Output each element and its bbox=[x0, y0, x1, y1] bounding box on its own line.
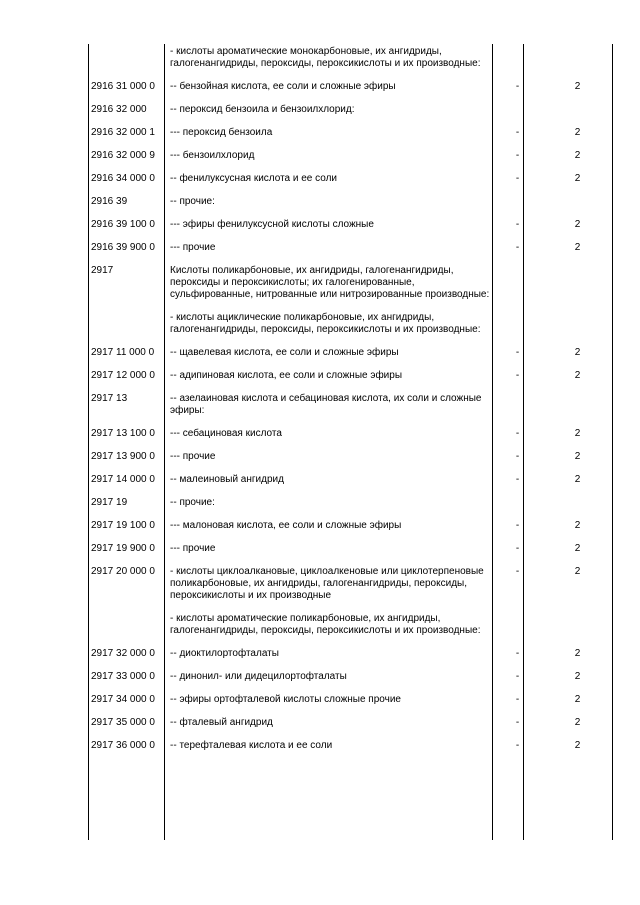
duty-rate-cell bbox=[533, 613, 622, 648]
duty-rate-cell: 2 bbox=[574, 428, 581, 439]
duty-rate-cell: 2 bbox=[574, 173, 581, 184]
unit-cell: - bbox=[515, 127, 520, 138]
unit-cell bbox=[502, 312, 533, 347]
unit-cell bbox=[502, 393, 533, 428]
description-cell: --- малоновая кислота, ее соли и сложные эфиры bbox=[170, 520, 402, 531]
description-cell: -- бензойная кислота, ее соли и сложные эфиры bbox=[170, 81, 396, 92]
description-cell: - кислоты циклоалкановые, циклоалкеновые или циклотерпеновые поликарбоновые, их ангидриды, галогенангидриды, пероксиды, пероксикислоты и их производные bbox=[170, 566, 484, 601]
commodity-code-cell: 2917 bbox=[91, 265, 114, 276]
table-row bbox=[88, 173, 622, 196]
unit-cell: - bbox=[515, 219, 520, 230]
unit-cell: - bbox=[515, 694, 520, 705]
duty-rate-cell bbox=[533, 196, 622, 219]
duty-rate-cell: 2 bbox=[574, 242, 581, 253]
unit-cell: - bbox=[515, 543, 520, 554]
unit-cell: - bbox=[515, 648, 520, 659]
commodity-code-cell: 2917 11 000 0 bbox=[91, 347, 155, 358]
duty-rate-cell bbox=[533, 393, 622, 428]
commodity-code-cell: 2916 39 bbox=[91, 196, 128, 207]
duty-rate-cell bbox=[533, 265, 622, 312]
commodity-code-cell bbox=[88, 46, 167, 81]
table-row bbox=[88, 242, 622, 265]
commodity-code-cell: 2917 13 100 0 bbox=[91, 428, 155, 439]
unit-cell bbox=[502, 104, 533, 127]
duty-rate-cell: 2 bbox=[574, 717, 581, 728]
description-cell: --- себациновая кислота bbox=[170, 428, 282, 439]
commodity-code-cell: 2916 32 000 1 bbox=[91, 127, 155, 138]
duty-rate-cell: 2 bbox=[574, 219, 581, 230]
table-row bbox=[88, 740, 622, 763]
unit-cell: - bbox=[515, 717, 520, 728]
commodity-code-cell: 2917 19 900 0 bbox=[91, 543, 155, 554]
duty-rate-cell: 2 bbox=[574, 451, 581, 462]
duty-rate-cell: 2 bbox=[574, 127, 581, 138]
description-cell: -- малеиновый ангидрид bbox=[170, 474, 284, 485]
unit-cell: - bbox=[515, 173, 520, 184]
table-row bbox=[88, 46, 622, 81]
table-row bbox=[88, 520, 622, 543]
unit-cell: - bbox=[515, 150, 520, 161]
description-cell: - кислоты ациклические поликарбоновые, их ангидриды, галогенангидриды, пероксиды, пероксикислоты и их производные: bbox=[170, 312, 481, 335]
unit-cell bbox=[502, 613, 533, 648]
duty-rate-cell: 2 bbox=[574, 150, 581, 161]
commodity-code-cell: 2917 20 000 0 bbox=[91, 566, 155, 577]
commodity-code-cell bbox=[88, 312, 167, 347]
description-cell: --- прочие bbox=[170, 451, 216, 462]
commodity-code-cell: 2917 19 bbox=[91, 497, 128, 508]
table-row bbox=[88, 265, 622, 312]
table-row bbox=[88, 451, 622, 474]
unit-cell bbox=[502, 265, 533, 312]
unit-cell: - bbox=[515, 566, 520, 577]
duty-rate-cell bbox=[533, 497, 622, 520]
unit-cell: - bbox=[515, 81, 520, 92]
duty-rate-cell: 2 bbox=[574, 370, 581, 381]
commodity-code-cell: 2917 35 000 0 bbox=[91, 717, 155, 728]
commodity-code-cell: 2917 12 000 0 bbox=[91, 370, 155, 381]
description-cell: Кислоты поликарбоновые, их ангидриды, галогенангидриды, пероксиды и пероксикислоты; их галогенированные, сульфированные, нитрованные или нитрозированные производные: bbox=[170, 265, 490, 300]
duty-rate-cell: 2 bbox=[574, 694, 581, 705]
tariff-table bbox=[88, 46, 622, 763]
commodity-code-cell: 2916 31 000 0 bbox=[91, 81, 155, 92]
table-row bbox=[88, 81, 622, 104]
table-row bbox=[88, 347, 622, 370]
unit-cell: - bbox=[515, 740, 520, 751]
unit-cell: - bbox=[515, 347, 520, 358]
commodity-code-cell: 2916 39 900 0 bbox=[91, 242, 155, 253]
description-cell: --- прочие bbox=[170, 543, 216, 554]
description-cell: -- щавелевая кислота, ее соли и сложные эфиры bbox=[170, 347, 399, 358]
duty-rate-cell: 2 bbox=[574, 566, 581, 577]
table-row bbox=[88, 497, 622, 520]
description-cell: -- диоктилортофталаты bbox=[170, 648, 279, 659]
unit-cell: - bbox=[515, 671, 520, 682]
unit-cell: - bbox=[515, 474, 520, 485]
commodity-code-cell bbox=[88, 613, 167, 648]
commodity-code-cell: 2917 13 bbox=[91, 393, 128, 404]
description-cell: -- терефталевая кислота и ее соли bbox=[170, 740, 333, 751]
commodity-code-cell: 2916 34 000 0 bbox=[91, 173, 155, 184]
unit-cell: - bbox=[515, 428, 520, 439]
unit-cell: - bbox=[515, 242, 520, 253]
duty-rate-cell: 2 bbox=[574, 520, 581, 531]
table-row bbox=[88, 648, 622, 671]
commodity-code-cell: 2917 36 000 0 bbox=[91, 740, 155, 751]
table-row bbox=[88, 219, 622, 242]
commodity-code-cell: 2917 32 000 0 bbox=[91, 648, 155, 659]
unit-cell: - bbox=[515, 520, 520, 531]
unit-cell: - bbox=[515, 451, 520, 462]
table-row bbox=[88, 671, 622, 694]
commodity-code-cell: 2917 19 100 0 bbox=[91, 520, 155, 531]
description-cell: - кислоты ароматические поликарбоновые, их ангидриды, галогенангидриды, пероксиды, пероксикислоты и их производные: bbox=[170, 613, 481, 636]
commodity-code-cell: 2917 14 000 0 bbox=[91, 474, 155, 485]
table-row bbox=[88, 127, 622, 150]
duty-rate-cell: 2 bbox=[574, 347, 581, 358]
duty-rate-cell: 2 bbox=[574, 648, 581, 659]
description-cell: -- прочие: bbox=[170, 196, 215, 207]
commodity-code-cell: 2916 32 000 9 bbox=[91, 150, 155, 161]
unit-cell: - bbox=[515, 370, 520, 381]
unit-cell bbox=[502, 196, 533, 219]
unit-cell bbox=[502, 46, 533, 81]
description-cell: --- пероксид бензоила bbox=[170, 127, 273, 138]
table-row bbox=[88, 393, 622, 428]
description-cell: --- бензоилхлорид bbox=[170, 150, 255, 161]
duty-rate-cell bbox=[533, 46, 622, 81]
table-row bbox=[88, 543, 622, 566]
tariff-table-body bbox=[88, 46, 622, 763]
description-cell: -- фенилуксусная кислота и ее соли bbox=[170, 173, 338, 184]
description-cell: -- азелаиновая кислота и себациновая кислота, их соли и сложные эфиры: bbox=[170, 393, 482, 416]
commodity-code-cell: 2916 32 000 bbox=[91, 104, 147, 115]
table-row bbox=[88, 370, 622, 393]
duty-rate-cell: 2 bbox=[574, 81, 581, 92]
table-row bbox=[88, 150, 622, 173]
description-cell: -- прочие: bbox=[170, 497, 215, 508]
commodity-code-cell: 2917 33 000 0 bbox=[91, 671, 155, 682]
description-cell: -- фталевый ангидрид bbox=[170, 717, 273, 728]
description-cell: - кислоты ароматические монокарбоновые, их ангидриды, галогенангидриды, пероксиды, пероксикислоты и их производные: bbox=[170, 46, 481, 69]
table-row bbox=[88, 613, 622, 648]
table-row bbox=[88, 312, 622, 347]
description-cell: -- эфиры ортофталевой кислоты сложные прочие bbox=[170, 694, 401, 705]
duty-rate-cell: 2 bbox=[574, 740, 581, 751]
description-cell: -- динонил- или дидецилортофталаты bbox=[170, 671, 347, 682]
description-cell: --- эфиры фенилуксусной кислоты сложные bbox=[170, 219, 374, 230]
table-row bbox=[88, 474, 622, 497]
description-cell: -- пероксид бензоила и бензоилхлорид: bbox=[170, 104, 355, 115]
table-row bbox=[88, 566, 622, 613]
duty-rate-cell bbox=[533, 104, 622, 127]
duty-rate-cell: 2 bbox=[574, 671, 581, 682]
duty-rate-cell: 2 bbox=[574, 474, 581, 485]
duty-rate-cell bbox=[533, 312, 622, 347]
commodity-code-cell: 2917 13 900 0 bbox=[91, 451, 155, 462]
commodity-code-cell: 2917 34 000 0 bbox=[91, 694, 155, 705]
table-row bbox=[88, 196, 622, 219]
table-row bbox=[88, 717, 622, 740]
commodity-code-cell: 2916 39 100 0 bbox=[91, 219, 155, 230]
duty-rate-cell: 2 bbox=[574, 543, 581, 554]
description-cell: --- прочие bbox=[170, 242, 216, 253]
table-row bbox=[88, 694, 622, 717]
description-cell: -- адипиновая кислота, ее соли и сложные эфиры bbox=[170, 370, 403, 381]
table-row bbox=[88, 428, 622, 451]
table-row bbox=[88, 104, 622, 127]
unit-cell bbox=[502, 497, 533, 520]
